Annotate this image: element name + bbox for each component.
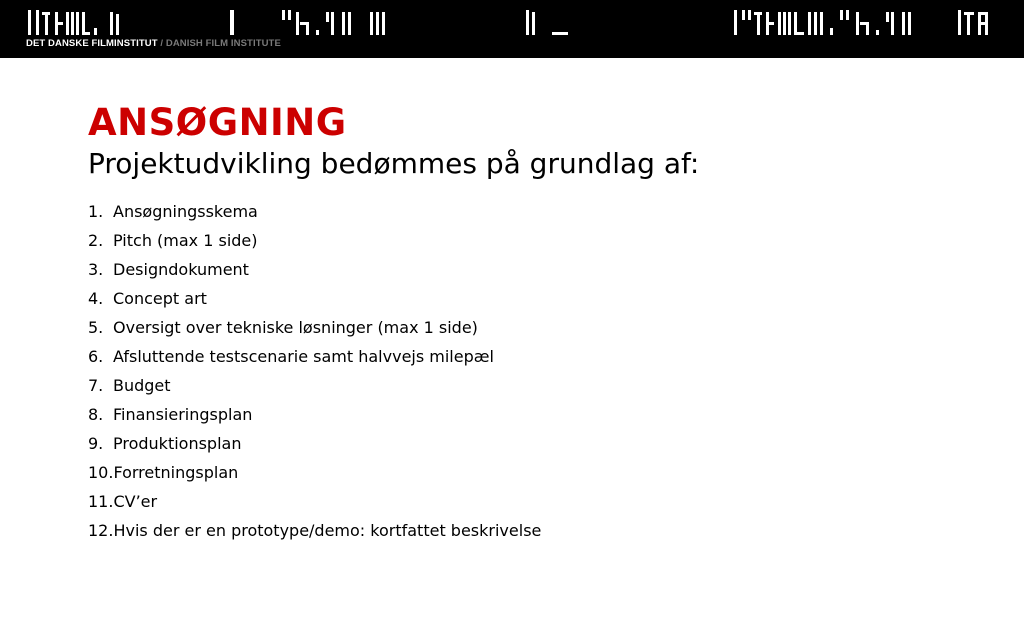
list-item	[88, 516, 988, 545]
list-item-text: Ansøgningsskema	[113, 202, 258, 221]
institute-name-danish: DET DANSKE FILMINSTITUT	[26, 38, 158, 49]
film-institute-logo-graphic	[0, 0, 1024, 38]
slide-subtitle: Projektudvikling bedømmes på grundlag af:	[88, 147, 700, 180]
list-item	[88, 313, 988, 342]
list-item-number: 11.	[88, 492, 114, 511]
list-item	[88, 371, 988, 400]
slide-content	[88, 100, 988, 545]
list-item-text: Produktionsplan	[113, 434, 242, 453]
list-item-number: 5.	[88, 318, 104, 337]
list-item	[88, 342, 988, 371]
list-item-text: Hvis der er en prototype/demo: kortfattet beskrivelse	[113, 521, 542, 540]
list-item-number: 9.	[88, 434, 104, 453]
list-item-number: 4.	[88, 289, 104, 308]
list-item-text: Forretningsplan	[113, 463, 239, 482]
list-item	[88, 429, 988, 458]
list-item	[88, 284, 988, 313]
header-banner	[0, 0, 1024, 58]
list-item-number: 2.	[88, 231, 104, 250]
list-item	[88, 226, 988, 255]
list-item	[88, 458, 988, 487]
list-item-text: Oversigt over tekniske løsninger (max 1 side)	[113, 318, 478, 337]
list-item-text: Pitch (max 1 side)	[113, 231, 258, 250]
list-item-number: 3.	[88, 260, 104, 279]
list-item-text: Concept art	[113, 289, 207, 308]
list-item-text: CV’er	[113, 492, 158, 511]
list-item-number: 8.	[88, 405, 104, 424]
list-item	[88, 255, 988, 284]
list-item	[88, 487, 988, 516]
list-item-number: 7.	[88, 376, 104, 395]
list-item-text: Designdokument	[113, 260, 249, 279]
list-item-number: 6.	[88, 347, 104, 366]
requirements-list	[88, 197, 988, 545]
list-item-text: Finansieringsplan	[113, 405, 253, 424]
list-item-text: Afsluttende testscenarie samt halvvejs milepæl	[113, 347, 494, 366]
list-item-number: 10.	[88, 463, 114, 482]
list-item	[88, 197, 988, 226]
institute-name	[26, 38, 281, 49]
list-item	[88, 400, 988, 429]
institute-name-english: DANISH FILM INSTITUTE	[165, 38, 281, 49]
list-item-number: 12.	[88, 521, 114, 540]
list-item-text: Budget	[113, 376, 171, 395]
institute-name-separator: /	[160, 38, 164, 49]
list-item-number: 1.	[88, 202, 104, 221]
slide-title: ANSØGNING	[88, 101, 347, 144]
